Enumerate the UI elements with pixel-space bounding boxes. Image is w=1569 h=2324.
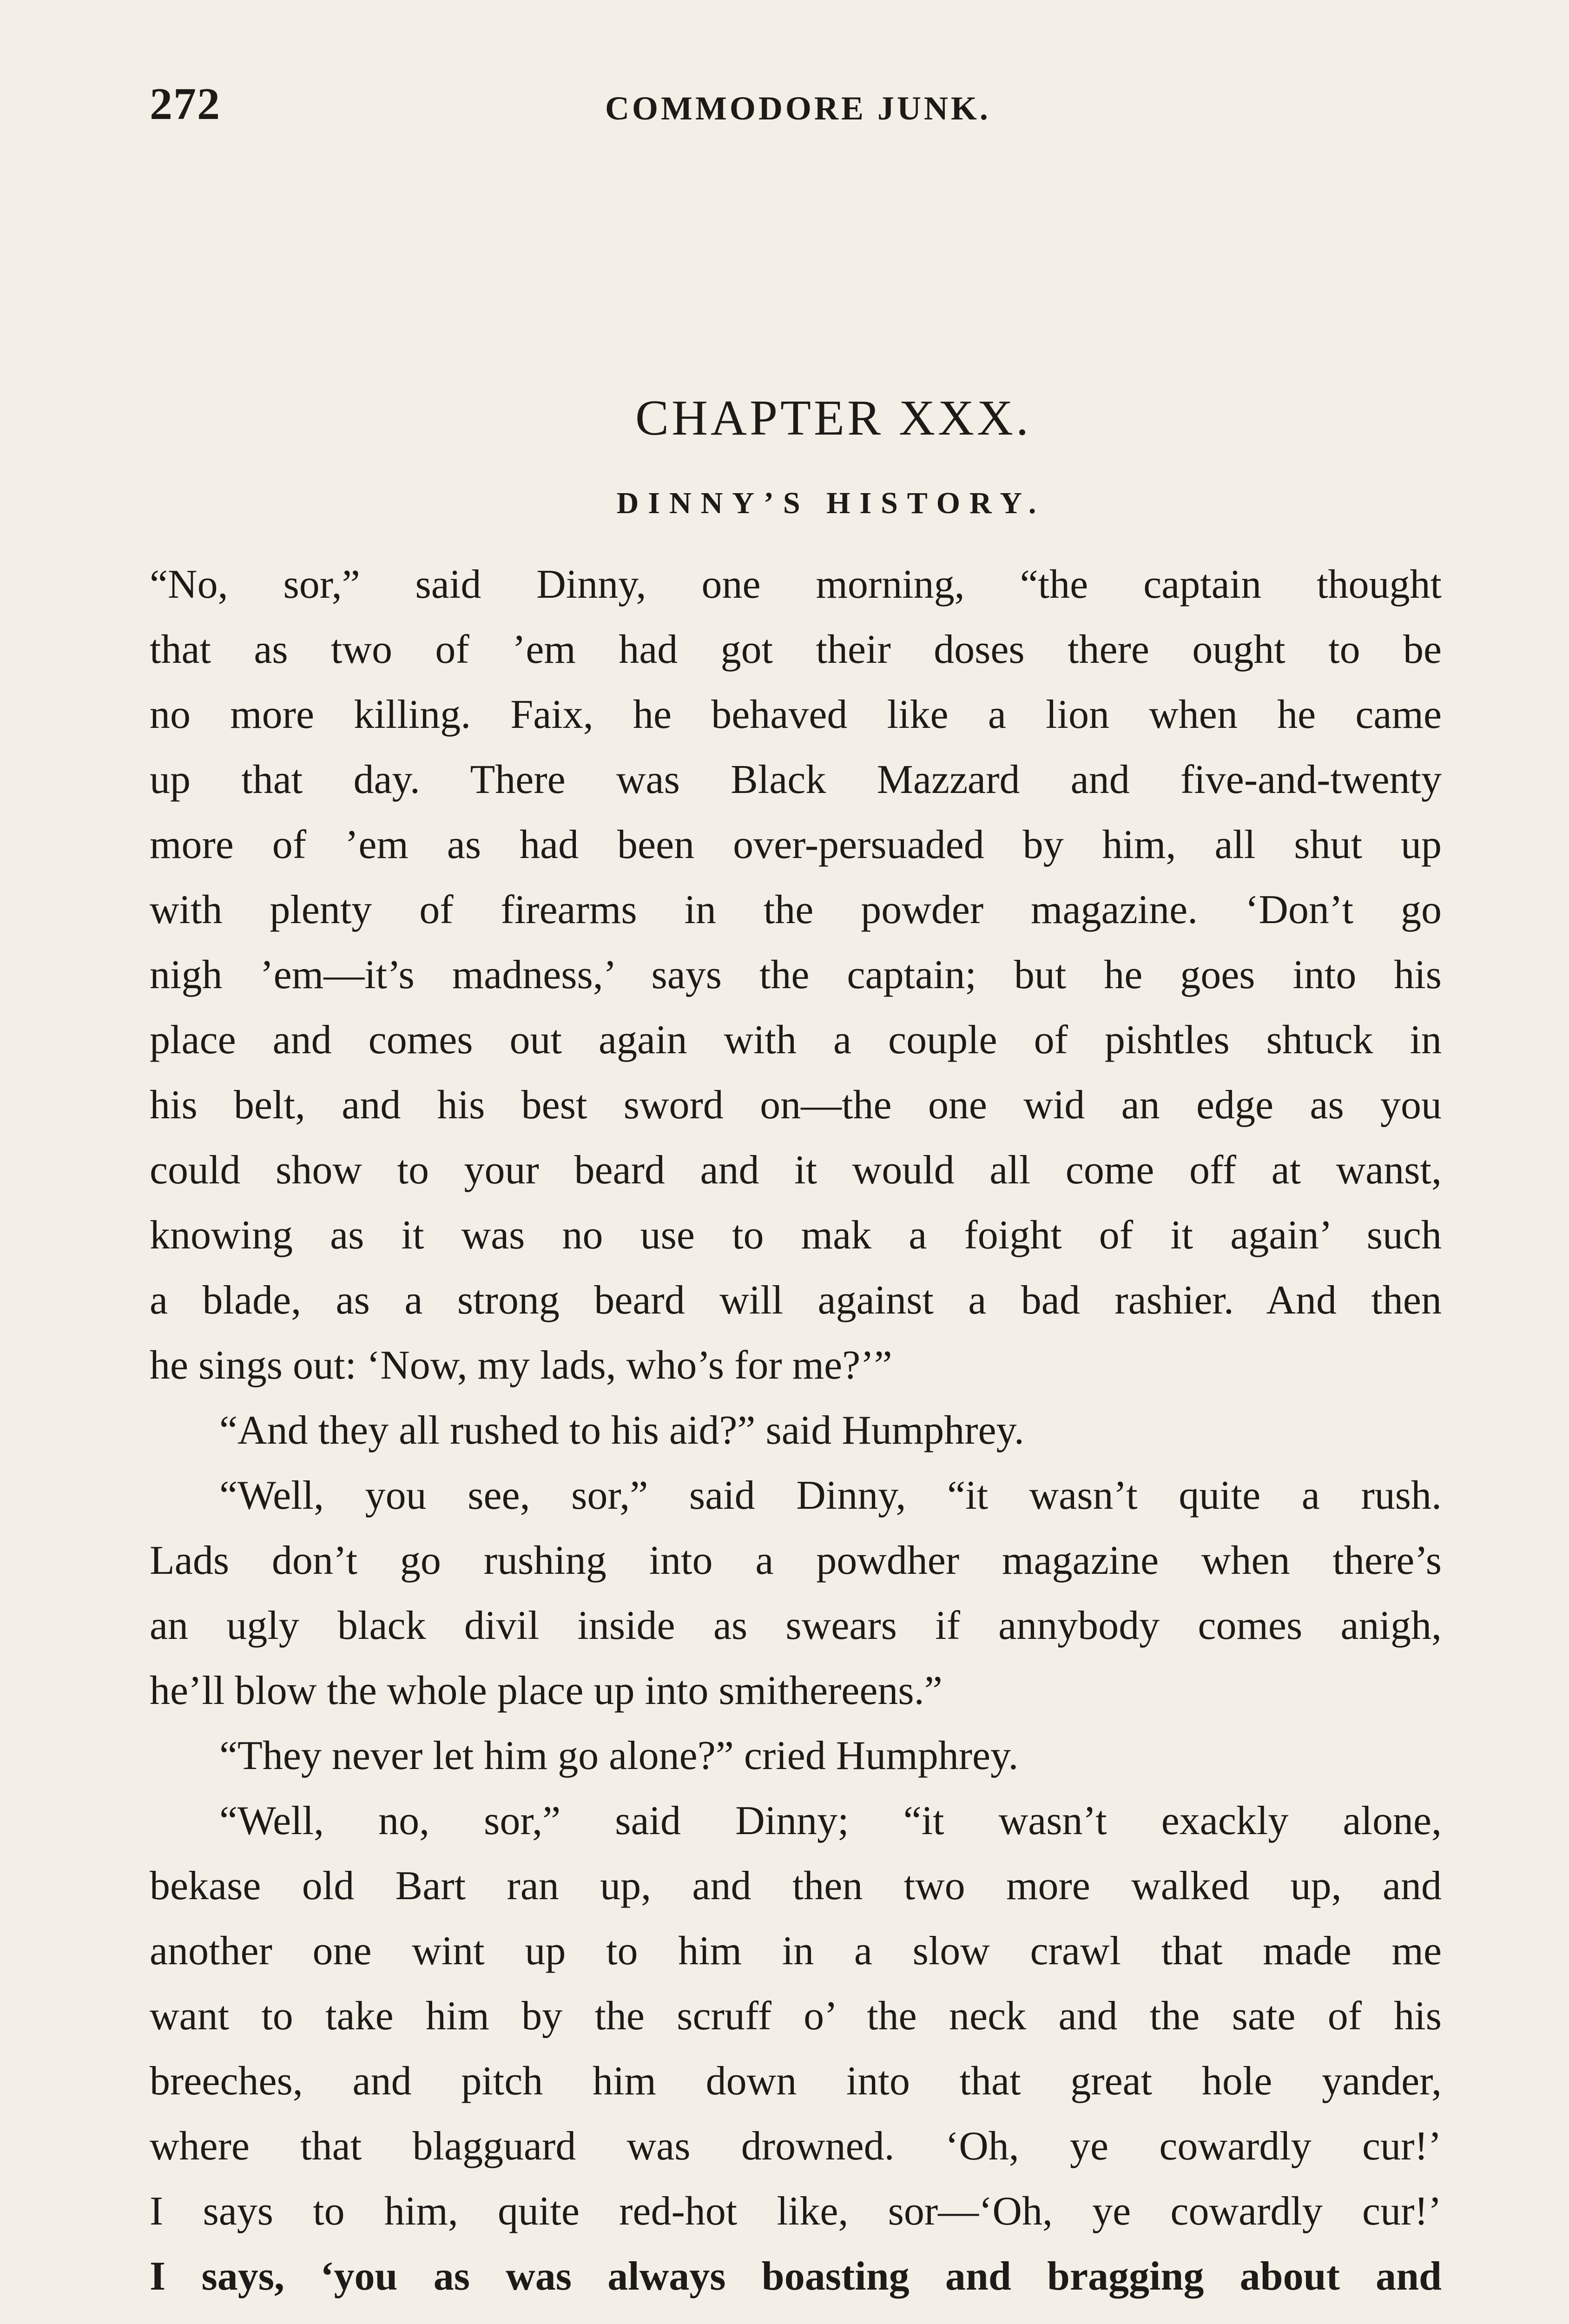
text-line: want to take him by the scruff o’ the neck and the sate of his <box>150 1994 1442 2039</box>
text-line: that as two of ’em had got their doses there ought to be <box>150 627 1442 672</box>
text-line: more of ’em as had been over-persuaded by him, all shut up <box>150 822 1442 867</box>
text-line: Lads don’t go rushing into a powdher magazine when there’s <box>150 1538 1442 1583</box>
text-line: his belt, and his best sword on—the one wid an edge as you <box>150 1083 1442 1128</box>
text-line: “Well, no, sor,” said Dinny; “it wasn’t exackly alone, <box>219 1798 1442 1843</box>
text-line: a blade, as a strong beard will against a bad rashier. And then <box>150 1278 1442 1323</box>
text-line: he’ll blow the whole place up into smithereens.” <box>150 1668 943 1713</box>
running-head <box>150 78 1442 139</box>
text-line: “No, sor,” said Dinny, one morning, “the captain thought <box>150 562 1442 607</box>
text-line: another one wint up to him in a slow crawl that made me <box>150 1928 1442 1974</box>
text-line: “Well, you see, sor,” said Dinny, “it wasn’t quite a rush. <box>219 1473 1442 1518</box>
text-line: an ugly black divil inside as swears if annybody comes anigh, <box>150 1603 1442 1648</box>
text-line: “And they all rushed to his aid?” said Humphrey. <box>219 1408 1024 1453</box>
running-title: COMMODORE JUNK. <box>605 90 991 127</box>
text-line: with plenty of firearms in the powder magazine. ‘Don’t go <box>150 887 1442 932</box>
chapter-title: CHAPTER XXX. <box>635 390 1032 446</box>
text-line: knowing as it was no use to mak a foight of it again’ such <box>150 1213 1442 1258</box>
text-line: place and comes out again with a couple of pishtles shtuck in <box>150 1017 1442 1063</box>
text-line: breeches, and pitch him down into that great hole yander, <box>150 2059 1442 2104</box>
text-line: nigh ’em—it’s madness,’ says the captain; but he goes into his <box>150 952 1442 997</box>
text-line: no more killing. Faix, he behaved like a lion when he came <box>150 692 1442 737</box>
text-line: up that day. There was Black Mazzard and five-and-twenty <box>150 757 1442 802</box>
body-text <box>150 552 1442 2309</box>
text-line: I says, ‘you as was always boasting and bragging about and <box>150 2254 1442 2299</box>
chapter-subtitle: DINNY’S HISTORY. <box>616 486 1046 520</box>
text-line: “They never let him go alone?” cried Humphrey. <box>219 1733 1019 1778</box>
page-number: 272 <box>150 79 221 129</box>
text-line: bekase old Bart ran up, and then two more walked up, and <box>150 1863 1442 1908</box>
text-line: where that blagguard was drowned. ‘Oh, ye cowardly cur!’ <box>150 2124 1442 2169</box>
text-line: could show to your beard and it would all come off at wanst, <box>150 1148 1442 1193</box>
text-line: I says to him, quite red-hot like, sor—‘Oh, ye cowardly cur!’ <box>150 2189 1442 2234</box>
text-line: he sings out: ‘Now, my lads, who’s for me?’” <box>150 1343 892 1388</box>
